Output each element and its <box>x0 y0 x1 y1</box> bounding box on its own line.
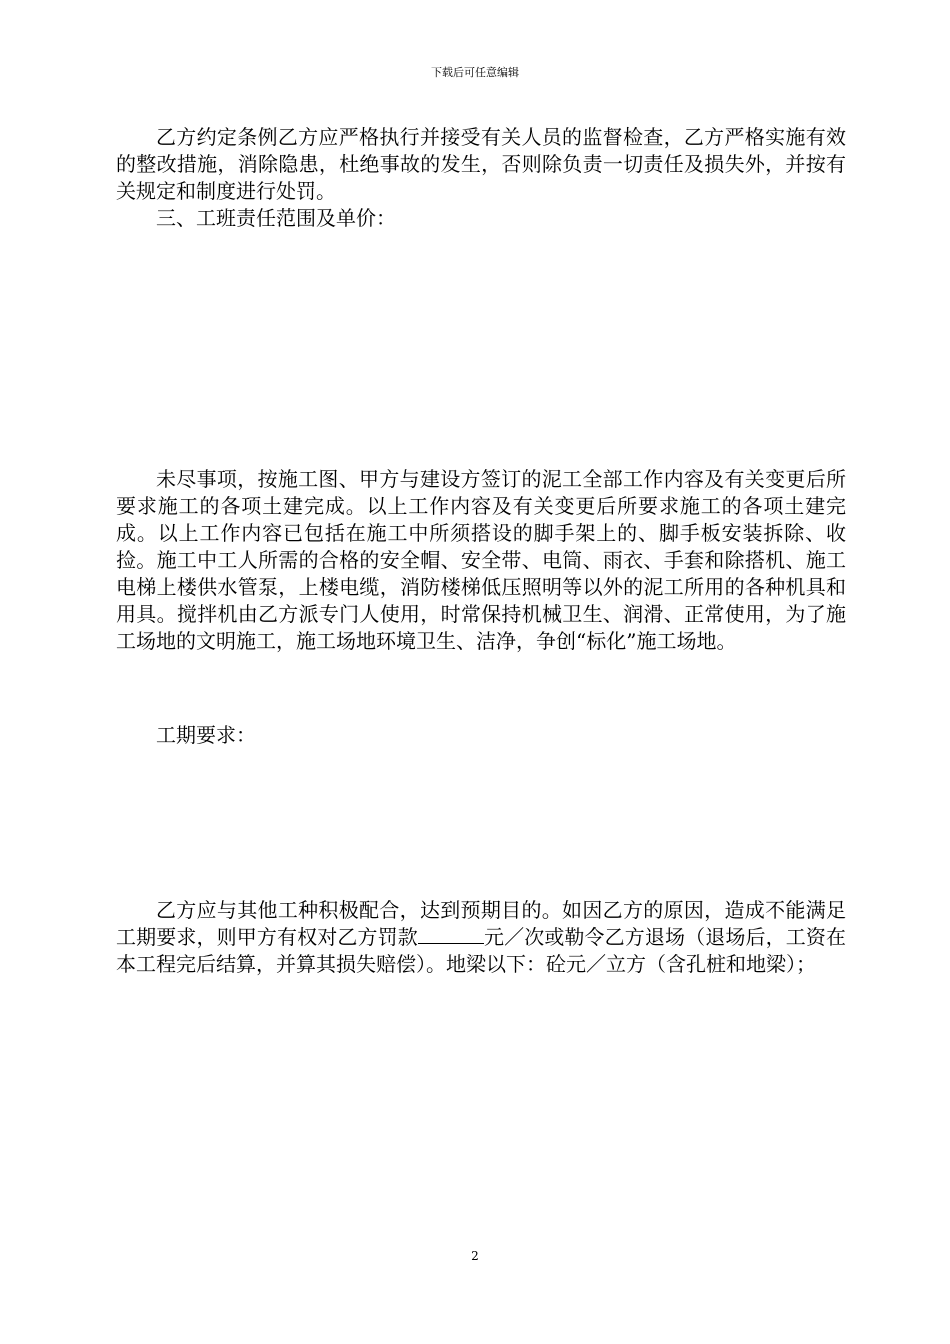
section-heading-schedule: 工期要求： <box>156 723 256 747</box>
penalty-text-before: 乙方应与其他工种积极配合，达到预期目的。如因乙方的原因，造成不能满足工期要求，则甲方有权对乙方罚款 <box>116 898 846 949</box>
penalty-text-after: 元／次或勒令乙方退场（退场后，工资在本工程完后结算，并算其损失赔偿）。地梁以下：砼元／立方（含孔桩和地梁）； <box>116 925 847 976</box>
penalty-amount-blank <box>418 925 484 944</box>
paragraph-work-scope: 未尽事项，按施工图、甲方与建设方签订的泥工全部工作内容及有关变更后所要求施工的各项土建完成。以上工作内容及有关变更后所要求施工的各项土建完成。以上工作内容已包括在施工中所须搭设的脚手架上的、脚手板安装拆除、收捡。施工中工人所需的合格的安全帽、安全带、电筒、雨衣、手套和除搭机、施工电梯上楼供水管泵，上楼电缆，消防楼梯低压照明等以外的泥工所用的各种机具和用具。搅拌机由乙方派专门人使用，时常保持机械卫生、润滑、正常使用，为了施工场地的文明施工，施工场地环境卫生、洁净，争创“标化”施工场地。 <box>116 467 846 653</box>
paragraph-schedule-penalty <box>116 897 846 978</box>
page-header: 下载后可任意编辑 <box>431 66 519 79</box>
paragraph-safety-terms: 乙方约定条例乙方应严格执行并接受有关人员的监督检查，乙方严格实施有效的整改措施，消除隐患，杜绝事故的发生，否则除负责一切责任及损失外，并按有关规定和制度进行处罚。 <box>116 125 846 203</box>
page-number: 2 <box>471 1249 479 1263</box>
section-heading-scope-and-price: 三、工班责任范围及单价： <box>156 206 396 230</box>
